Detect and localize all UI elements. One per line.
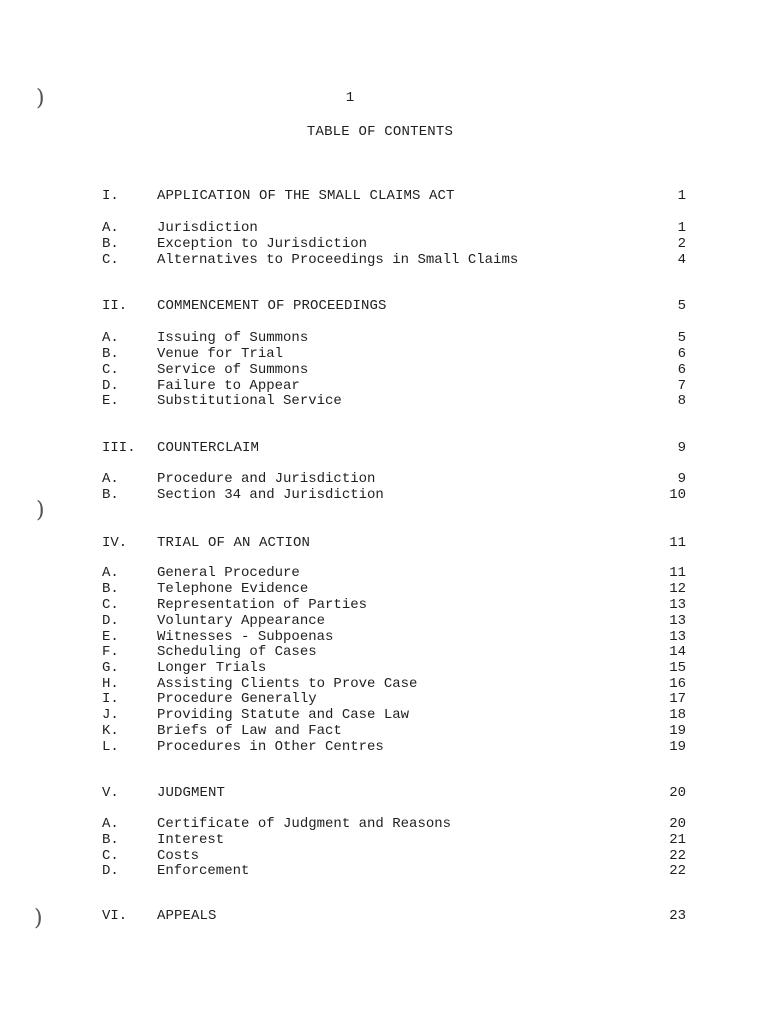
item-page: 10 [669, 487, 686, 503]
item-title: Service of Summons [157, 362, 309, 378]
toc-item [0, 863, 770, 879]
section-number: V. [102, 785, 119, 801]
toc-item [0, 660, 770, 676]
item-letter: C. [102, 362, 119, 378]
item-title: Longer Trials [157, 660, 267, 676]
toc-item [0, 676, 770, 692]
item-letter: B. [102, 832, 119, 848]
section-title: APPEALS [157, 908, 217, 924]
toc-section-3 [0, 440, 770, 456]
item-letter: I. [102, 691, 119, 707]
page-number: 1 [345, 90, 355, 106]
toc-item [0, 816, 770, 832]
item-page: 19 [669, 723, 686, 739]
item-title: Failure to Appear [157, 378, 300, 394]
item-title: Exception to Jurisdiction [157, 236, 368, 252]
toc-item [0, 565, 770, 581]
item-letter: A. [102, 816, 119, 832]
toc-title: TABLE OF CONTENTS [306, 124, 454, 140]
binding-hole-mark-middle: ) [36, 498, 45, 523]
section-number: II. [102, 298, 128, 314]
item-title: Substitutional Service [157, 393, 342, 409]
item-letter: G. [102, 660, 119, 676]
item-page: 6 [677, 346, 686, 362]
section-number: I. [102, 188, 119, 204]
item-title: Briefs of Law and Fact [157, 723, 342, 739]
toc-item [0, 644, 770, 660]
item-letter: F. [102, 644, 119, 660]
item-title: Representation of Parties [157, 597, 368, 613]
section-number: IV. [102, 535, 128, 551]
item-page: 13 [669, 613, 686, 629]
toc-item [0, 471, 770, 487]
toc-section-1 [0, 188, 770, 204]
item-letter: C. [102, 597, 119, 613]
item-page: 6 [677, 362, 686, 378]
toc-item [0, 487, 770, 503]
item-title: Scheduling of Cases [157, 644, 317, 660]
item-page: 22 [669, 848, 686, 864]
toc-item [0, 220, 770, 236]
item-letter: B. [102, 236, 119, 252]
item-letter: C. [102, 252, 119, 268]
item-title: Jurisdiction [157, 220, 258, 236]
item-title: Procedure Generally [157, 691, 317, 707]
item-title: Venue for Trial [157, 346, 284, 362]
section-page: 11 [669, 535, 686, 551]
item-page: 15 [669, 660, 686, 676]
item-title: Certificate of Judgment and Reasons [157, 816, 452, 832]
section-number: VI. [102, 908, 128, 924]
toc-item [0, 581, 770, 597]
item-page: 1 [677, 220, 686, 236]
toc-item [0, 597, 770, 613]
item-page: 21 [669, 832, 686, 848]
item-title: Enforcement [157, 863, 250, 879]
item-page: 2 [677, 236, 686, 252]
toc-section-2 [0, 298, 770, 314]
toc-item [0, 613, 770, 629]
section-page: 9 [677, 440, 686, 456]
binding-hole-mark-top: ) [36, 86, 45, 111]
item-page: 17 [669, 691, 686, 707]
item-page: 16 [669, 676, 686, 692]
item-page: 13 [669, 629, 686, 645]
toc-item [0, 236, 770, 252]
item-page: 22 [669, 863, 686, 879]
section-title: TRIAL OF AN ACTION [157, 535, 311, 551]
item-title: Procedures in Other Centres [157, 739, 384, 755]
item-letter: C. [102, 848, 119, 864]
toc-item [0, 707, 770, 723]
section-title: COUNTERCLAIM [157, 440, 260, 456]
item-title: General Procedure [157, 565, 300, 581]
toc-item [0, 362, 770, 378]
item-letter: A. [102, 565, 119, 581]
toc-section-5 [0, 785, 770, 801]
item-title: Costs [157, 848, 200, 864]
item-page: 7 [677, 378, 686, 394]
section-page: 5 [677, 298, 686, 314]
toc-item [0, 378, 770, 394]
toc-item [0, 691, 770, 707]
item-title: Voluntary Appearance [157, 613, 326, 629]
section-title: APPLICATION OF THE SMALL CLAIMS ACT [157, 188, 455, 204]
toc-item [0, 848, 770, 864]
item-page: 5 [677, 330, 686, 346]
item-letter: J. [102, 707, 119, 723]
item-title: Assisting Clients to Prove Case [157, 676, 418, 692]
toc-item [0, 629, 770, 645]
item-page: 20 [669, 816, 686, 832]
section-title: JUDGMENT [157, 785, 226, 801]
item-title: Procedure and Jurisdiction [157, 471, 376, 487]
toc-item [0, 330, 770, 346]
item-title: Interest [157, 832, 225, 848]
item-page: 19 [669, 739, 686, 755]
section-page: 1 [677, 188, 686, 204]
item-page: 12 [669, 581, 686, 597]
item-letter: D. [102, 378, 119, 394]
item-page: 11 [669, 565, 686, 581]
item-page: 4 [677, 252, 686, 268]
item-letter: A. [102, 220, 119, 236]
toc-item [0, 393, 770, 409]
toc-item [0, 252, 770, 268]
item-letter: E. [102, 393, 119, 409]
binding-hole-mark-bottom: ) [34, 906, 43, 931]
item-letter: K. [102, 723, 119, 739]
section-page: 20 [669, 785, 686, 801]
toc-section-6 [0, 908, 770, 924]
toc-item [0, 346, 770, 362]
item-title: Witnesses - Subpoenas [157, 629, 334, 645]
item-letter: H. [102, 676, 119, 692]
item-page: 14 [669, 644, 686, 660]
item-page: 9 [677, 471, 686, 487]
item-letter: A. [102, 330, 119, 346]
item-title: Section 34 and Jurisdiction [157, 487, 384, 503]
item-title: Issuing of Summons [157, 330, 309, 346]
toc-item [0, 723, 770, 739]
item-letter: L. [102, 739, 119, 755]
toc-section-4 [0, 535, 770, 551]
item-letter: E. [102, 629, 119, 645]
item-letter: B. [102, 581, 119, 597]
item-title: Providing Statute and Case Law [157, 707, 410, 723]
item-page: 8 [677, 393, 686, 409]
toc-item [0, 832, 770, 848]
item-letter: B. [102, 487, 119, 503]
item-title: Alternatives to Proceedings in Small Claims [157, 252, 519, 268]
item-page: 13 [669, 597, 686, 613]
item-title: Telephone Evidence [157, 581, 309, 597]
section-page: 23 [669, 908, 686, 924]
item-letter: A. [102, 471, 119, 487]
item-letter: D. [102, 863, 119, 879]
section-title: COMMENCEMENT OF PROCEEDINGS [157, 298, 387, 314]
toc-item [0, 739, 770, 755]
item-letter: B. [102, 346, 119, 362]
item-letter: D. [102, 613, 119, 629]
item-page: 18 [669, 707, 686, 723]
section-number: III. [102, 440, 136, 456]
